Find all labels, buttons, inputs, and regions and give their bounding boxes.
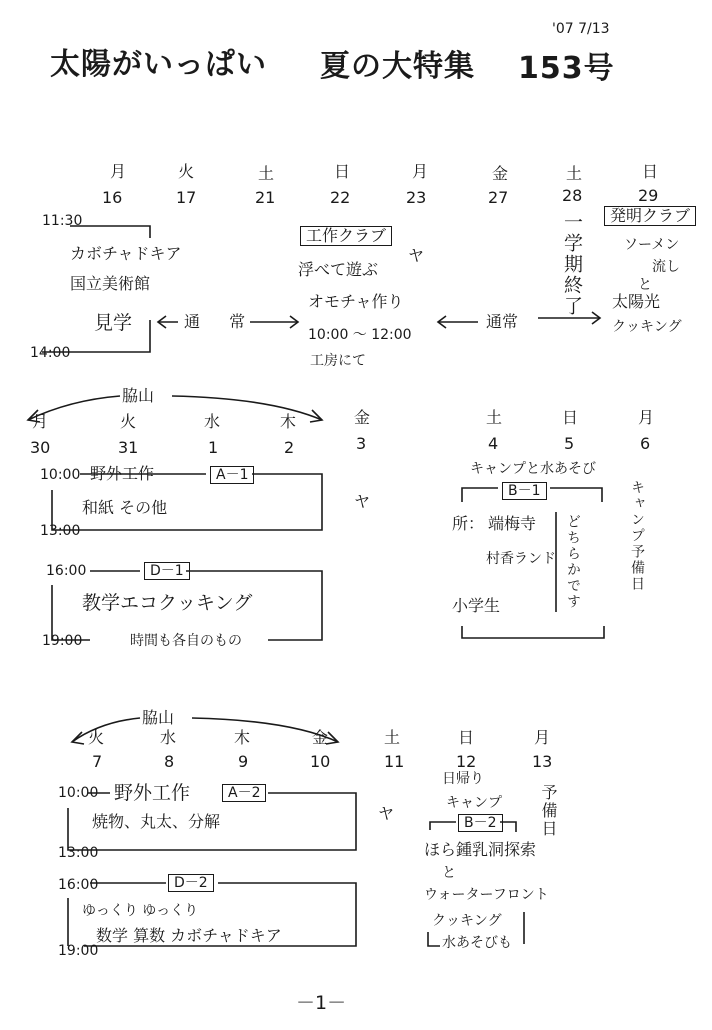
holiday-mark: ヤ <box>408 246 425 265</box>
week3-day: 10 <box>310 752 331 771</box>
either-note: どちらかです <box>565 514 581 610</box>
trip-line: ウォーターフロント <box>424 887 549 903</box>
code-badge: A－2 <box>222 784 266 802</box>
week2-dow: 土 <box>486 408 503 427</box>
week1-dow: 日 <box>642 162 659 181</box>
camp-prep-day: キャンプ予備日 <box>629 480 645 592</box>
week1-day: 17 <box>176 188 197 207</box>
activity-detail: 教学エコクッキング <box>82 592 253 614</box>
week1-day: 22 <box>330 188 351 207</box>
week2-day: 30 <box>30 438 51 457</box>
week3-dow: 火 <box>88 728 105 747</box>
week2-dow: 月 <box>638 408 655 427</box>
taiyo-line: クッキング <box>612 319 682 335</box>
term-end: 一学期終了 <box>561 212 583 317</box>
week1-day: 16 <box>102 188 123 207</box>
club-line: 10:00 ～ 12:00 <box>308 327 412 343</box>
higaeri-line: 日帰り <box>442 771 484 787</box>
time-label: 14:00 <box>30 345 71 361</box>
week2-dow: 日 <box>562 408 579 427</box>
trip-line: と <box>442 865 456 881</box>
week2-day: 5 <box>564 434 575 453</box>
event-line: カボチャドキア <box>70 244 182 263</box>
week3-day: 11 <box>384 752 405 771</box>
wakiyama-label: 脇山 <box>122 386 155 405</box>
place-name: 村香ランド <box>486 551 556 567</box>
normal-label: 通常 <box>486 312 519 331</box>
somen-line: と <box>638 277 652 293</box>
reserve-day: 予備日 <box>539 784 558 838</box>
week3-day: 9 <box>238 752 249 771</box>
week2-day: 6 <box>640 434 651 453</box>
week1-dow: 土 <box>258 164 275 183</box>
activity-label: 野外工作 <box>114 782 191 804</box>
trip-line: ほら鍾乳洞探索 <box>424 840 537 859</box>
week1-dow: 月 <box>412 162 429 181</box>
week2-day: 4 <box>488 434 499 453</box>
holiday-mark: ヤ <box>354 492 371 511</box>
week1-dow: 月 <box>110 162 127 181</box>
week3-dow: 水 <box>160 728 177 747</box>
somen-line: 流し <box>652 259 680 275</box>
time-label: 19:00 <box>42 633 83 649</box>
place-label: 所： <box>452 514 485 533</box>
taiyo-line: 太陽光 <box>612 292 661 311</box>
week3-dow: 土 <box>384 728 401 747</box>
holiday-mark: ヤ <box>378 804 395 823</box>
wakiyama-label: 脇山 <box>142 708 175 727</box>
club-line: 工房にて <box>310 353 366 369</box>
week1-day: 27 <box>488 188 509 207</box>
week1-day: 28 <box>562 186 583 205</box>
week1-dow: 火 <box>178 162 195 181</box>
week2-day: 3 <box>356 434 367 453</box>
week1-dow: 金 <box>492 164 509 183</box>
time-note: 時間も各自のもの <box>130 633 242 649</box>
event-line: 見学 <box>94 312 133 334</box>
higaeri-line: キャンプ <box>446 795 502 811</box>
code-badge: B－1 <box>502 482 547 500</box>
activity-detail: ゆっくり ゆっくり <box>82 903 199 919</box>
time-label: 10:00 <box>40 467 81 483</box>
normal-label: 通 常 <box>184 312 258 331</box>
week2-dow: 月 <box>32 412 49 431</box>
header-date: '07 7/13 <box>552 21 610 37</box>
week1-dow: 土 <box>566 164 583 183</box>
week3-dow: 日 <box>458 728 475 747</box>
trip-line: 水あそびも <box>442 935 512 951</box>
trip-line: クッキング <box>432 913 502 929</box>
somen-line: ソーメン <box>624 237 680 253</box>
code-badge: D－1 <box>144 562 190 580</box>
week3-day: 13 <box>532 752 553 771</box>
week2-day: 1 <box>208 438 219 457</box>
time-label: 10:00 <box>58 785 99 801</box>
time-label: 13:00 <box>40 523 81 539</box>
week3-dow: 月 <box>534 728 551 747</box>
time-label: 16:00 <box>58 877 99 893</box>
activity-detail: 和紙 その他 <box>82 498 168 517</box>
week3-day: 8 <box>164 752 175 771</box>
event-line: 国立美術館 <box>70 274 151 293</box>
week2-day: 31 <box>118 438 139 457</box>
week2-day: 2 <box>284 438 295 457</box>
club-line: オモチャ作り <box>308 292 404 311</box>
issue-number: 153号 <box>518 51 615 86</box>
time-label: 13:00 <box>58 845 99 861</box>
code-badge: B－2 <box>458 814 503 832</box>
activity-detail: 数学 算数 カボチャドキア <box>96 926 282 945</box>
code-badge: D－2 <box>168 874 214 892</box>
code-badge: A－1 <box>210 466 254 484</box>
camp-title: キャンプと水あそび <box>470 461 596 477</box>
target-label: 小学生 <box>452 596 501 615</box>
time-label: 16:00 <box>46 563 87 579</box>
week2-dow: 木 <box>280 412 297 431</box>
time-label: 19:00 <box>58 943 99 959</box>
week2-dow: 水 <box>204 412 221 431</box>
title-mid: 夏の大特集 <box>320 49 475 84</box>
page-number: －1－ <box>296 992 347 1014</box>
title-left: 太陽がいっぱい <box>50 47 267 82</box>
club-line: 浮べて遊ぶ <box>298 260 379 279</box>
week3-dow: 木 <box>234 728 251 747</box>
week1-dow: 日 <box>334 162 351 181</box>
week1-day: 21 <box>255 188 276 207</box>
place-name: 端梅寺 <box>488 514 537 533</box>
hatsumei-club: 発明クラブ <box>604 206 696 226</box>
week2-dow: 火 <box>120 412 137 431</box>
week1-day: 23 <box>406 188 427 207</box>
week2-dow: 金 <box>354 408 371 427</box>
week3-day: 7 <box>92 752 103 771</box>
week3-day: 12 <box>456 752 477 771</box>
time-label: 11:30 <box>42 213 83 229</box>
week3-dow: 金 <box>312 728 329 747</box>
club-label: 工作クラブ <box>300 226 392 246</box>
activity-detail: 焼物、丸太、分解 <box>92 812 221 831</box>
activity-label: 野外工作 <box>90 464 155 483</box>
week1-day: 29 <box>638 186 659 205</box>
